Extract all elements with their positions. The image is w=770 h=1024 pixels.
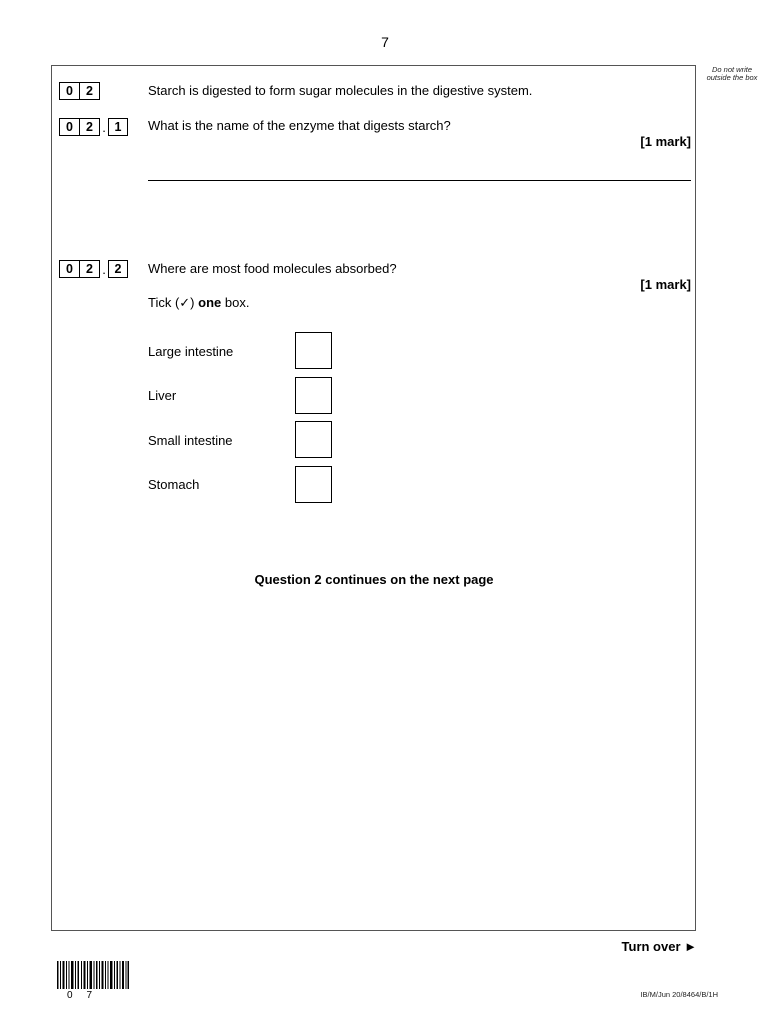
- part-number-1: [59, 118, 128, 136]
- tick-box-liver[interactable]: [295, 377, 332, 414]
- question-digit: 0: [66, 120, 73, 134]
- instruction-prefix: Tick (✓): [148, 295, 199, 310]
- barcode-image: [57, 961, 129, 989]
- answer-frame: [51, 65, 696, 931]
- part-subnumber: 1: [108, 118, 128, 136]
- option-label-stomach: Stomach: [148, 477, 200, 492]
- margin-note: Do not write outside the box: [706, 65, 758, 82]
- option-label-large-intestine: Large intestine: [148, 344, 234, 359]
- question-number-box: [59, 260, 100, 278]
- part-separator: .: [102, 120, 106, 135]
- instruction-emphasis: one: [198, 295, 222, 310]
- question-digit: 2: [79, 119, 99, 135]
- instruction-suffix: box.: [221, 295, 250, 310]
- barcode-number: 07: [67, 990, 107, 1001]
- question-stem: Starch is digested to form sugar molecules in the digestive system.: [148, 83, 533, 98]
- part-separator: .: [102, 262, 106, 277]
- part1-question: What is the name of the enzyme that digests starch?: [148, 118, 451, 133]
- tick-box-stomach[interactable]: [295, 466, 332, 503]
- turn-over-label: Turn over ►: [621, 939, 697, 954]
- tick-box-large-intestine[interactable]: [295, 332, 332, 369]
- option-label-small-intestine: Small intestine: [148, 433, 233, 448]
- part2-marks: [1 mark]: [640, 277, 691, 292]
- continues-note: Question 2 continues on the next page: [254, 572, 494, 587]
- question-digit: 2: [79, 83, 99, 99]
- question-number-box: [59, 82, 100, 100]
- page-number: 7: [381, 34, 389, 50]
- question-digit: 0: [66, 84, 73, 98]
- tick-box-small-intestine[interactable]: [295, 421, 332, 458]
- part-number-2: [59, 260, 128, 278]
- part2-question: Where are most food molecules absorbed?: [148, 261, 397, 276]
- question-number: [59, 82, 100, 100]
- question-digit: 0: [66, 262, 73, 276]
- part-subnumber: 2: [108, 260, 128, 278]
- part1-marks: [1 mark]: [640, 134, 691, 149]
- option-label-liver: Liver: [148, 388, 177, 403]
- answer-line[interactable]: [148, 180, 691, 181]
- question-number-box: [59, 118, 100, 136]
- question-digit: 2: [79, 261, 99, 277]
- tick-instruction: [148, 295, 249, 311]
- paper-code: IB/M/Jun 20/8464/B/1H: [640, 990, 718, 999]
